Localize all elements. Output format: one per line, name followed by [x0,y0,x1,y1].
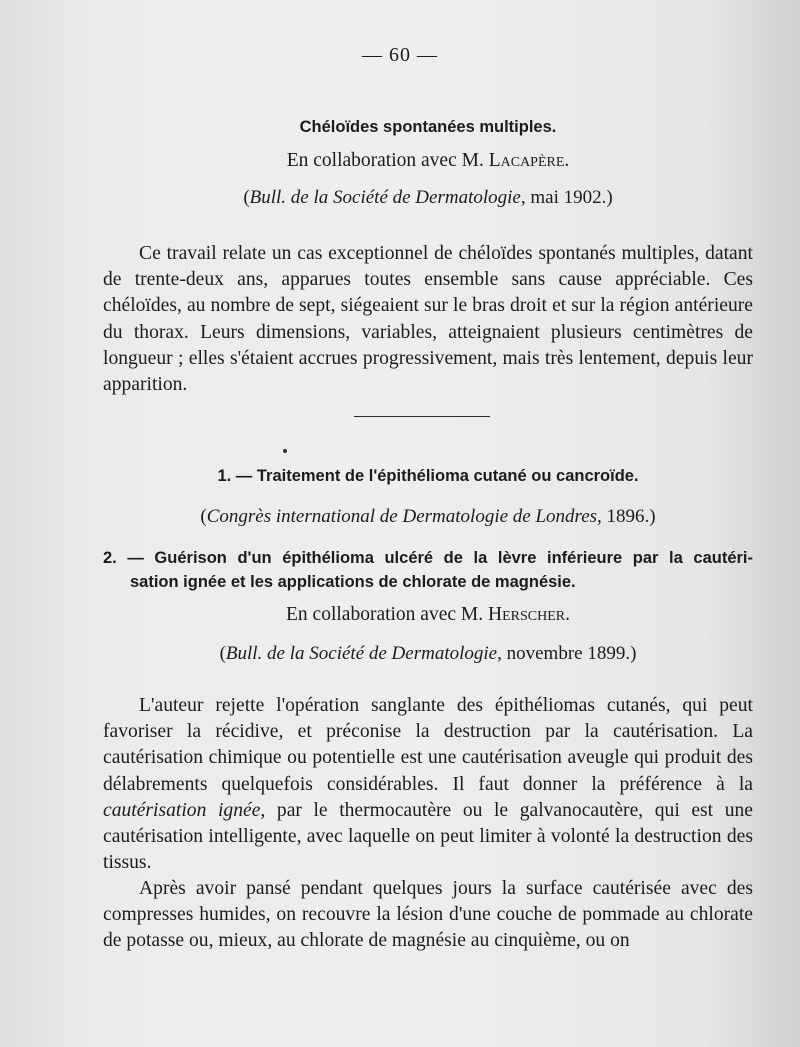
ref-source: Bull. de la Société de Dermatologie, [225,643,502,664]
section-title-traitement: 1. — Traitement de l'épithélioma cutané ou cancroïde. [217,467,639,485]
collaborator-name: Herscher. [488,604,570,625]
ink-speck [283,449,287,453]
reference-citation-1896 [103,506,753,528]
paragraph-apres-avoir: Après avoir pansé pendant quelques jours la surface cautérisée avec des compresses humides, on recouvre la lésion d'une couche de pommade au chlorate de potasse ou, mieux, au chlorate de magnésie au cinquième, ou on [103,878,753,952]
collaborator-name: Lacapère. [488,150,570,171]
para-text-b: par le thermocautère ou le galvanocautère, qui est une cautérisation intelligente, avec laquelle on peut limiter à volonté la destruction des tissus. [103,799,753,874]
para-text-a: L'auteur rejette l'opération sanglante des épithéliomas cutanés, qui peut favoriser la récidive, et préconise la destruction par la cautérisation. La cautérisation chimique ou potentielle est une cautérisation aveugle qui produit des délabrements quelquefois considérables. Il faut donner la préférence à la [103,695,753,795]
section-title-cheloides: Chéloïdes spontanées multiples. [299,118,557,136]
paragraph-cheloides-description: Ce travail relate un cas exceptionnel de chéloïdes spontanés multiples, datant de trente-deux ans, apparues toutes ensemble sans cause appréciable. Ces chéloïdes, au nombre de sept, siégeaient sur le bras droit et sur la région antérieure du thorax. Leurs dimensions, variables, atteignaient plusieurs centimètres de longueur ; elles s'étaient accrues progressivement, mais très lentement, depuis leur apparition. [103,243,753,396]
ref-date: novembre 1899.) [506,643,637,664]
ref-date: mai 1902.) [530,187,613,208]
ref-open: ( [243,187,250,208]
page-number: — 60 — [362,44,438,66]
section-divider [354,416,490,417]
collaboration-line-herscher [103,602,753,628]
collaboration-line-lacapere [103,148,753,174]
reference-citation-1899 [103,643,753,665]
paragraph-auteur-rejette [103,693,753,876]
ref-date: 1896.) [606,506,656,527]
section-title-guerison-line2: sation ignée et les applications de chlorate de magnésie. [130,573,576,591]
collaboration-prefix: En collaboration avec M. [286,150,484,171]
ref-source: Bull. de la Société de Dermatologie, [249,187,526,208]
section-title-guerison-line1: 2. — Guérison d'un épithélioma ulcéré de la lèvre inférieure par la cautéri- [103,549,753,567]
reference-citation-1902 [103,187,753,209]
para-emphasis: cautérisation ignée, [103,799,266,821]
collaboration-prefix: En collaboration avec M. [286,604,484,625]
ref-source: Congrès international de Dermatologie de Londres, [206,506,602,527]
ref-open: ( [219,643,226,664]
ref-open: ( [200,506,207,527]
